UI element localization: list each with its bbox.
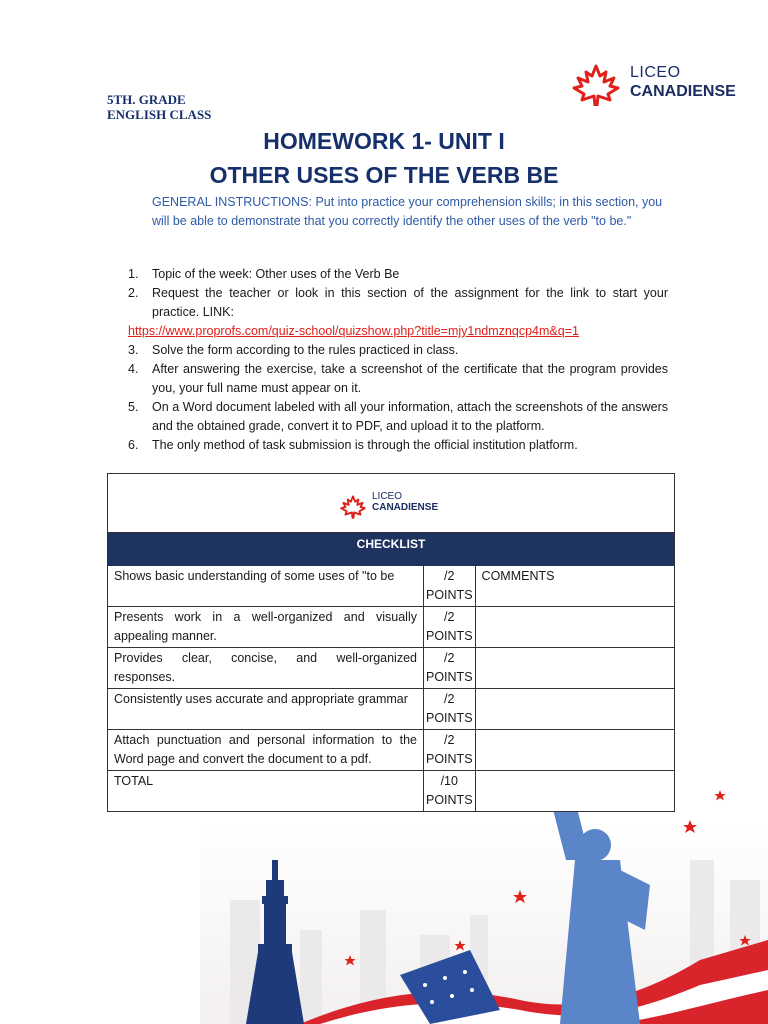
general-instructions: GENERAL INSTRUCTIONS: Put into practice your comprehension skills; in this section, you will be able to demonstrate that you correctly identify the other uses of the verb "to be."	[152, 195, 663, 228]
criterion-cell: Consistently uses accurate and appropriate grammar	[108, 689, 424, 730]
page-title: HOMEWORK 1- UNIT I	[263, 128, 505, 154]
table-row	[108, 648, 674, 689]
page-subtitle: OTHER USES OF THE VERB BE	[209, 162, 559, 188]
comments-header: COMMENTS	[475, 566, 674, 607]
maple-leaf-icon	[338, 493, 368, 519]
criterion-cell: TOTAL	[108, 771, 424, 812]
logo-text-bottom: CANADIENSE	[630, 83, 736, 100]
rubric-logo	[338, 491, 448, 521]
list-item: 5. On a Word document labeled with all your information, attach the screenshots of the answers and the obtained grade, convert it to PDF, and upload it to the platform.	[128, 400, 668, 433]
criterion-cell: Shows basic understanding of some uses of "to be	[108, 566, 424, 607]
points-cell: /2 POINTS	[424, 730, 476, 771]
checklist-header: CHECKLIST	[108, 533, 674, 566]
criteria-table	[108, 566, 674, 811]
list-item: 1. Topic of the week: Other uses of the Verb Be	[128, 267, 400, 281]
grade-block	[107, 92, 211, 122]
points-cell: /2 POINTS	[424, 689, 476, 730]
comments-cell[interactable]	[475, 689, 674, 730]
points-cell: /10 POINTS	[424, 771, 476, 812]
steps-list	[128, 265, 668, 455]
list-item: 6. The only method of task submission is through the official institution platform.	[128, 438, 578, 452]
table-row	[108, 771, 674, 812]
rubric-logo-text-top: LICEO	[372, 491, 403, 502]
class-label: ENGLISH CLASS	[107, 107, 212, 122]
table-row	[108, 566, 674, 607]
criterion-cell: Provides clear, concise, and well-organized responses.	[108, 648, 424, 689]
points-cell: /2 POINTS	[424, 648, 476, 689]
logo-text-top: LICEO	[630, 64, 681, 81]
criterion-cell: Attach punctuation and personal information to the Word page and convert the document to a pdf.	[108, 730, 424, 771]
points-cell: /2 POINTS	[424, 607, 476, 648]
table-row	[108, 730, 674, 771]
grade-label: 5TH. GRADE	[107, 92, 186, 107]
quiz-link[interactable]: https://www.proprofs.com/quiz-school/quizshow.php?title=mjy1ndmznqcp4m&q=1	[128, 324, 579, 338]
school-logo	[568, 62, 748, 106]
comments-cell[interactable]	[475, 771, 674, 812]
list-item: 3. Solve the form according to the rules practiced in class.	[128, 343, 459, 357]
rubric-logo-row	[108, 474, 674, 533]
comments-cell[interactable]	[475, 648, 674, 689]
comments-cell[interactable]	[475, 730, 674, 771]
maple-leaf-icon	[568, 62, 624, 106]
table-row	[108, 607, 674, 648]
comments-cell[interactable]	[475, 607, 674, 648]
table-row	[108, 689, 674, 730]
checklist-rubric	[107, 473, 675, 812]
criterion-cell: Presents work in a well-organized and visually appealing manner.	[108, 607, 424, 648]
list-item: 2. Request the teacher or look in this section of the assignment for the link to start your practice. LINK:	[128, 286, 668, 319]
points-cell: /2 POINTS	[424, 566, 476, 607]
rubric-logo-text-bottom: CANADIENSE	[372, 502, 439, 513]
list-item: 4. After answering the exercise, take a screenshot of the certificate that the program provides you, your full name must appear on it.	[128, 362, 668, 395]
